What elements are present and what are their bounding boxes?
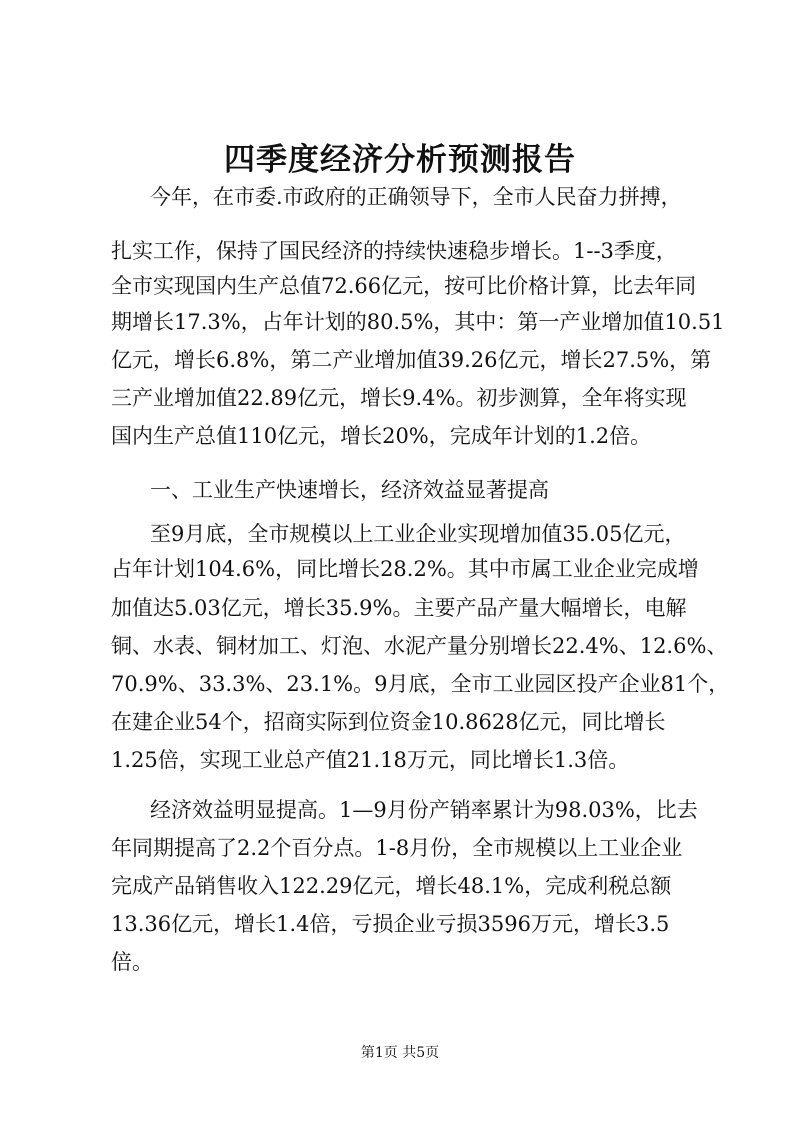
document-title: 四季度经济分析预测报告	[224, 142, 576, 178]
paragraph-line: 1.25倍，实现工业总产值21.18万元，同比增长1.3倍。	[111, 748, 630, 772]
paragraph-line: 13.36亿元，增长1.4倍，亏损企业亏损3596万元，增长3.5	[111, 912, 670, 936]
paragraph-line: 扎实工作，保持了国民经济的持续快速稳步增长。1--3季度，	[111, 239, 677, 263]
paragraph-line: 倍。	[111, 950, 153, 974]
paragraph-line: 今年，在市委.市政府的正确领导下，全市人民奋力拼搏，	[150, 185, 682, 209]
paragraph-line: 70.9%、33.3%、23.1%。9月底，全市工业园区投产企业81个，	[111, 672, 730, 696]
paragraph-line: 加值达5.03亿元，增长35.9%。主要产品产量大幅增长，电解	[111, 596, 687, 620]
paragraph-line: 全市实现国内生产总值72.66亿元，按可比价格计算，比去年同	[111, 274, 697, 298]
paragraph-line: 三产业增加值22.89亿元，增长9.4%。初步测算，全年将实现	[111, 386, 687, 410]
paragraph-line: 国内生产总值110亿元，增长20%，完成年计划的1.2倍。	[111, 424, 652, 448]
paragraph-line: 年同期提高了2.2个百分点。1-8月份，全市规模以上工业企业	[111, 836, 683, 860]
paragraph-line: 完成产品销售收入122.29亿元，增长48.1%，完成利税总额	[111, 874, 672, 898]
page-number-footer: 第1页 共5页	[360, 1045, 440, 1061]
paragraph-line: 期增长17.3%，占年计划的80.5%，其中：第一产业增加值10.51	[111, 310, 725, 334]
paragraph-line: 铜、水表、铜材加工、灯泡、水泥产量分别增长22.4%、12.6%、	[111, 634, 728, 658]
paragraph-line: 占年计划104.6%，同比增长28.2%。其中市属工业企业完成增	[111, 557, 699, 581]
paragraph-line: 在建企业54个，招商实际到位资金10.8628亿元，同比增长	[111, 710, 666, 734]
paragraph-line: 至9月底，全市规模以上工业企业实现增加值35.05亿元，	[150, 522, 686, 546]
paragraph-line: 经济效益明显提高。1—9月份产销率累计为98.03%，比去	[150, 798, 698, 822]
section-heading: 一、工业生产快速增长，经济效益显著提高	[150, 478, 549, 502]
paragraph-line: 亿元，增长6.8%，第二产业增加值39.26亿元，增长27.5%，第	[111, 348, 712, 372]
